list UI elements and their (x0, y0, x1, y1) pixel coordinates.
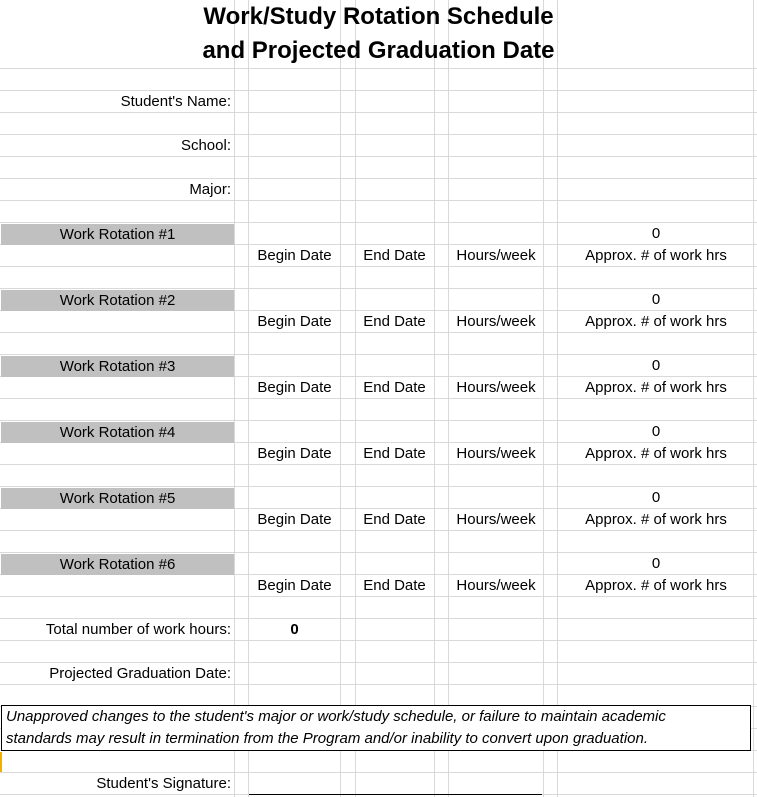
hours-week-header: Hours/week (456, 577, 536, 594)
end-date-header: End Date (363, 445, 426, 462)
hours-week-header: Hours/week (456, 379, 536, 396)
column-gridline (234, 0, 235, 797)
rotation-label-cell (1, 224, 234, 245)
row-gridline (0, 68, 757, 69)
end-date-header: End Date (363, 379, 426, 396)
begin-date-header: Begin Date (257, 313, 332, 330)
approx-hours-value[interactable]: 0 (651, 291, 661, 308)
approx-hours-value[interactable]: 0 (651, 423, 661, 440)
begin-date-header: Begin Date (257, 577, 332, 594)
school-label: School: (180, 137, 231, 154)
total-hours-label: Total number of work hours: (45, 621, 231, 638)
begin-date-header: Begin Date (257, 511, 332, 528)
school-field[interactable] (249, 135, 749, 157)
rotation-label: Work Rotation #1 (59, 226, 176, 243)
graduation-date-label: Projected Graduation Date: (49, 665, 231, 682)
end-date-header: End Date (363, 511, 426, 528)
approx-hours-value[interactable]: 0 (651, 489, 661, 506)
approx-hours-value[interactable]: 0 (651, 357, 661, 374)
student-name-field[interactable] (249, 91, 749, 113)
hours-week-header: Hours/week (456, 511, 536, 528)
approx-hours-value[interactable]: 0 (651, 555, 661, 572)
approx-hours-header: Approx. # of work hrs (585, 445, 727, 462)
rotation-label: Work Rotation #4 (59, 424, 176, 441)
title-line-1: Work/Study Rotation Schedule (203, 3, 554, 30)
approx-hours-header: Approx. # of work hrs (585, 247, 727, 264)
cell-marker (0, 752, 2, 772)
hours-week-header: Hours/week (456, 247, 536, 264)
rotation-label-cell (1, 422, 234, 443)
approx-hours-value[interactable]: 0 (651, 225, 661, 242)
end-date-header: End Date (363, 247, 426, 264)
hours-week-header: Hours/week (456, 445, 536, 462)
begin-date-header: Begin Date (257, 445, 332, 462)
rotation-label: Work Rotation #6 (59, 556, 176, 573)
signature-line (249, 794, 542, 795)
total-hours-value[interactable]: 0 (290, 621, 299, 638)
end-date-header: End Date (363, 313, 426, 330)
approx-hours-header: Approx. # of work hrs (585, 577, 727, 594)
notice-line-1: Unapproved changes to the student's major or work/study schedule, or failure to maintain academic (6, 708, 666, 725)
approx-hours-header: Approx. # of work hrs (585, 379, 727, 396)
graduation-date-field[interactable] (249, 663, 549, 685)
hours-week-header: Hours/week (456, 313, 536, 330)
rotation-label-cell (1, 488, 234, 509)
major-label: Major: (189, 181, 231, 198)
rotation-label: Work Rotation #3 (59, 358, 176, 375)
approx-hours-header: Approx. # of work hrs (585, 511, 727, 528)
end-date-header: End Date (363, 577, 426, 594)
major-field[interactable] (249, 179, 749, 201)
rotation-label-cell (1, 290, 234, 311)
notice-box (1, 705, 751, 751)
student-name-label: Student's Name: (120, 93, 231, 110)
rotation-label-cell (1, 356, 234, 377)
begin-date-header: Begin Date (257, 247, 332, 264)
approx-hours-header: Approx. # of work hrs (585, 313, 727, 330)
begin-date-header: Begin Date (257, 379, 332, 396)
notice-line-2: standards may result in termination from the Program and/or inability to convert upon graduation. (6, 730, 648, 747)
signature-label: Student's Signature: (96, 775, 231, 792)
rotation-label-cell (1, 554, 234, 575)
signature-field[interactable] (249, 773, 542, 795)
rotation-label: Work Rotation #2 (59, 292, 176, 309)
title-line-2: and Projected Graduation Date (202, 37, 555, 64)
rotation-label: Work Rotation #5 (59, 490, 176, 507)
